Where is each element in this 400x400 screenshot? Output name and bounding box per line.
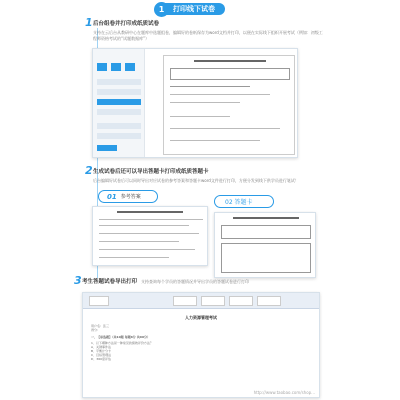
doc-user: 用户名：张三	[91, 324, 110, 328]
reference-answer-number: 01	[107, 192, 117, 201]
doc-line	[170, 94, 270, 95]
reference-answer-label: 参考答案	[120, 194, 141, 200]
answer-sheet-tag	[214, 195, 274, 208]
doc-section: 一、【单选题】（共10题 每题6分 共60分）	[91, 335, 151, 339]
style-button[interactable]	[173, 296, 197, 306]
menu-icon-2	[111, 63, 121, 71]
style-button[interactable]	[257, 296, 281, 306]
style-button[interactable]	[201, 296, 225, 306]
doc-title-line	[117, 211, 183, 213]
step-1-number: 1	[85, 16, 93, 29]
menu-row	[97, 109, 141, 115]
step-1	[85, 16, 325, 42]
doc-title-line	[194, 60, 266, 62]
word-ribbon	[83, 293, 320, 309]
header-title: 打印线下试卷	[165, 3, 225, 15]
doc-score-label: 得分：	[91, 328, 101, 332]
menu-row	[97, 89, 141, 95]
step-3-title: 考生答题试卷导出打印	[82, 279, 138, 285]
doc-line	[170, 86, 250, 87]
doc-body	[91, 313, 311, 395]
sidebar-button[interactable]	[97, 145, 117, 151]
header-step-badge: 1	[154, 2, 169, 17]
doc-option-b: B、平衡计分卡	[91, 349, 112, 353]
doc-line	[170, 116, 230, 117]
doc-line	[99, 225, 189, 226]
watermark: http://www.taobao.com/shop...	[253, 390, 315, 395]
doc-line	[99, 257, 169, 258]
step-3-number: 3	[74, 274, 82, 287]
style-button[interactable]	[229, 296, 253, 306]
app-sidebar	[93, 49, 145, 158]
header-banner	[154, 1, 246, 17]
menu-row	[97, 79, 141, 85]
step-2	[85, 164, 325, 184]
answer-grid	[221, 243, 311, 273]
step-1-desc: 支持在云后台从教研中心在题库中选题组卷，编辑好的卷纸保存为word文档并打印，以便在实际线下组织开展考试（例如：初级工程师资格考试的“试题数据库”）	[93, 30, 323, 41]
doc-option-d: D、360度评估	[91, 357, 112, 361]
menu-row	[97, 133, 141, 139]
step-3-desc: 支持查询每个学员的答题情况并导出学员的答题试卷进行打印	[141, 279, 250, 284]
menu-icon-3	[125, 63, 135, 71]
doc-line	[99, 219, 203, 220]
step-3	[74, 274, 382, 288]
step-1-title: 后台组卷并打印成纸质试卷	[93, 21, 160, 27]
doc-line	[99, 249, 195, 250]
step-2-title: 生成试卷后还可以导出答题卡打印成纸质答题卡	[93, 169, 209, 175]
menu-icon-1	[97, 63, 107, 71]
doc-line	[170, 102, 240, 103]
doc-line	[170, 128, 280, 129]
step-1-screenshot	[92, 48, 298, 158]
ribbon-button[interactable]	[89, 296, 109, 306]
doc-line	[170, 140, 260, 141]
score-table	[170, 68, 290, 80]
menu-row	[97, 123, 141, 129]
reference-answer-tag	[98, 190, 158, 203]
answer-sheet-tag-label: 02 答题卡	[225, 199, 253, 206]
answer-sheet-document	[214, 212, 316, 278]
word-window	[82, 292, 320, 398]
reference-answer-document	[92, 206, 208, 266]
doc-option-a: A、关键事件法	[91, 345, 112, 349]
doc-line	[99, 241, 179, 242]
doc-question: 1、以下哪种方法是一种常见的绩效评价方法？	[91, 341, 153, 345]
doc-option-c: C、目标管理法	[91, 353, 112, 357]
doc-title: 人力资源管理考试	[185, 315, 217, 320]
menu-row-active	[97, 99, 141, 105]
doc-title-line	[233, 217, 299, 219]
step-2-desc: 后台编辑好试卷后可以同时导出对应试卷的参考答案和答题卡word文件进行打印，方便分发到线下供学员进行笔试！	[93, 178, 299, 183]
answer-grid	[221, 225, 311, 239]
step-2-number: 2	[85, 164, 93, 177]
exam-document	[163, 55, 295, 155]
doc-line	[99, 233, 199, 234]
